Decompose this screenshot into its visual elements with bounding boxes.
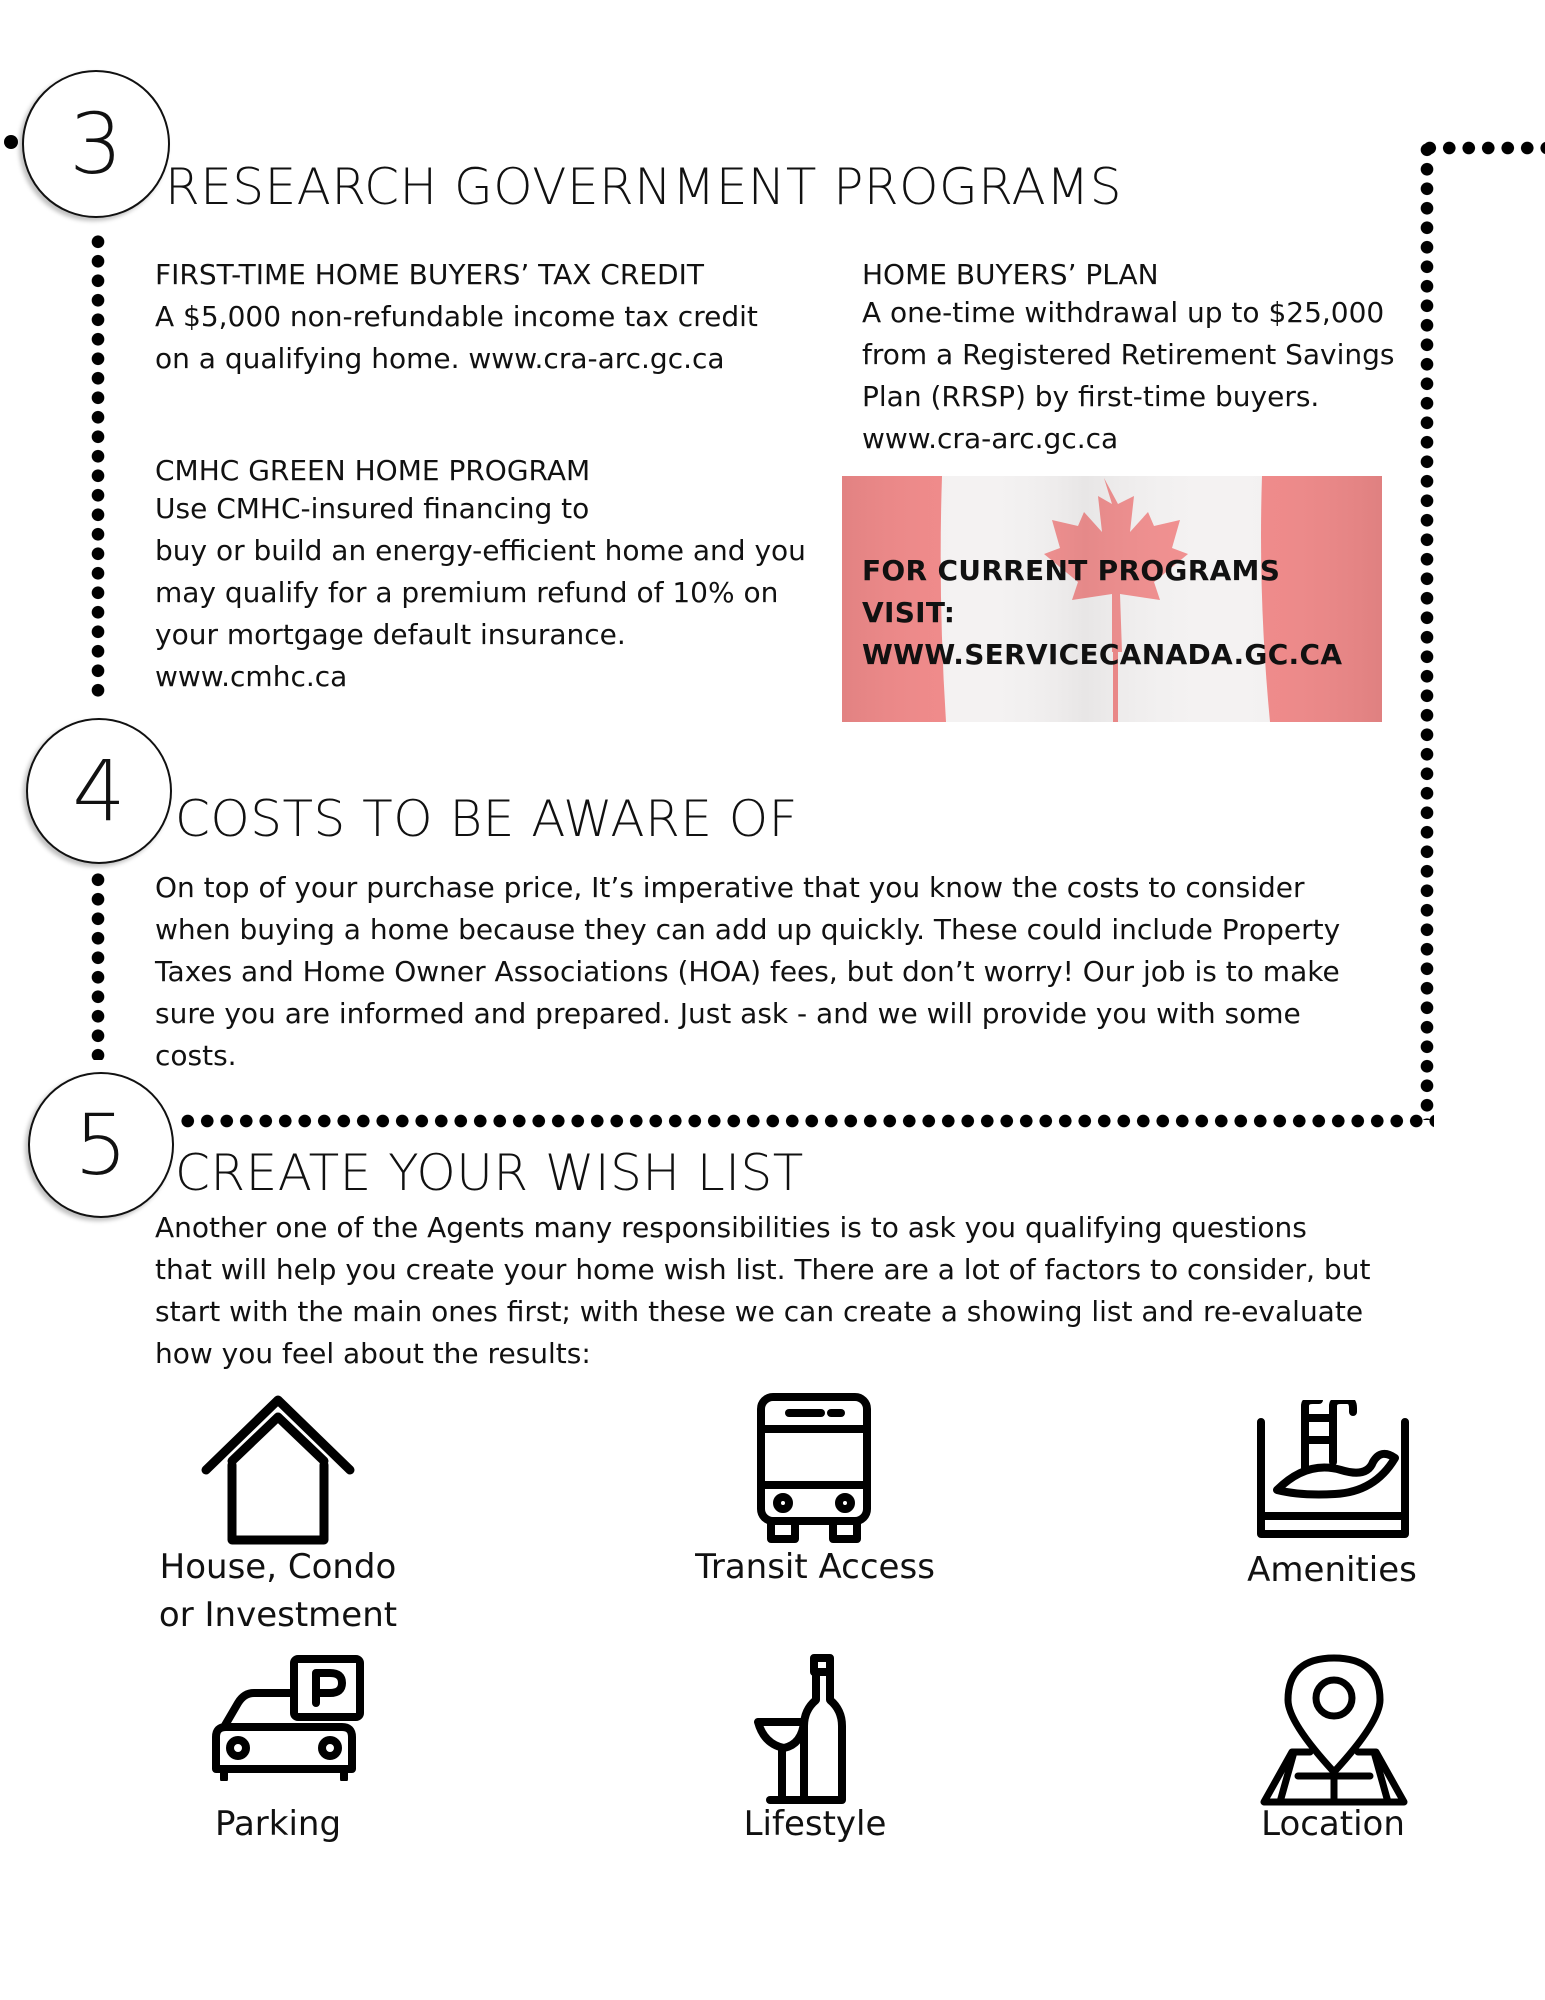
costs-line: when buying a home because they can add up quickly. These could include Property — [155, 913, 1341, 946]
home-buyers-plan-line: from a Registered Retirement Savings — [862, 337, 1395, 371]
cmhc-line: may qualify for a premium refund of 10% on — [155, 575, 779, 609]
step-number-3: 3 — [22, 70, 170, 218]
connector-start-dot — [4, 135, 18, 149]
dotted-connector-4-5 — [91, 870, 105, 1060]
cmhc-line: Use CMHC-insured financing to — [155, 491, 590, 525]
costs-paragraph — [155, 867, 1415, 1077]
house-icon — [200, 1395, 356, 1549]
icon-label-bus: Transit Access — [695, 1547, 935, 1587]
dotted-connector-right — [1420, 140, 1434, 1120]
cmhc-line: your mortgage default insurance. — [155, 617, 626, 651]
costs-line: costs. — [155, 1039, 237, 1072]
icon-label-parking: Parking — [214, 1804, 342, 1844]
home-buyers-plan-heading: HOME BUYERS’ PLAN — [862, 258, 1159, 291]
wishlist-paragraph — [155, 1207, 1425, 1375]
wishlist-line: start with the main ones first; with these we can create a showing list and re-evaluate — [155, 1295, 1364, 1328]
icon-label-pool: Amenities — [1247, 1550, 1417, 1590]
section-title-costs: COSTS TO BE AWARE OF — [175, 790, 798, 848]
wishlist-line: that will help you create your home wish list. There are a lot of factors to consider, but — [155, 1253, 1371, 1286]
flag-callout-text — [862, 550, 1382, 676]
tax-credit-heading: FIRST-TIME HOME BUYERS’ TAX CREDIT — [155, 258, 704, 291]
costs-line: sure you are informed and prepared. Just ask - and we will provide you with some — [155, 997, 1301, 1030]
cmhc-line: buy or build an energy-efficient home and you — [155, 533, 806, 567]
tax-credit-block — [155, 258, 805, 380]
home-buyers-plan-line: Plan (RRSP) by first-time buyers. — [862, 379, 1320, 413]
dotted-connector-top-right — [1420, 141, 1545, 155]
wishlist-line: how you feel about the results: — [155, 1337, 591, 1370]
tax-credit-line: on a qualifying home. www.cra-arc.gc.ca — [155, 341, 725, 375]
home-buyers-plan-line: A one-time withdrawal up to $25,000 — [862, 295, 1385, 329]
costs-line: On top of your purchase price, It’s imperative that you know the costs to consider — [155, 871, 1305, 904]
icon-label-house: House, Condo or Investment — [158, 1547, 398, 1635]
canada-flag-callout — [842, 476, 1382, 722]
cmhc-heading: CMHC GREEN HOME PROGRAM — [155, 454, 591, 487]
pool-icon — [1255, 1400, 1411, 1544]
section-title-wishlist: CREATE YOUR WISH LIST — [175, 1144, 804, 1202]
home-buyers-plan-block — [862, 258, 1422, 460]
flag-callout-link[interactable]: WWW.SERVICECANADA.GC.CA — [862, 638, 1343, 671]
location-pin-icon — [1258, 1652, 1410, 1810]
section-title-research: RESEARCH GOVERNMENT PROGRAMS — [165, 158, 1123, 216]
bus-icon — [755, 1393, 873, 1551]
wine-icon — [752, 1652, 856, 1810]
icon-label-wine: Lifestyle — [743, 1804, 887, 1844]
tax-credit-line: A $5,000 non-refundable income tax credit — [155, 299, 758, 333]
dotted-connector-3-4 — [91, 232, 105, 702]
cmhc-line: www.cmhc.ca — [155, 659, 348, 693]
flag-callout-line1: FOR CURRENT PROGRAMS VISIT: — [862, 554, 1281, 629]
costs-line: Taxes and Home Owner Associations (HOA) fees, but don’t worry! Our job is to make — [155, 955, 1340, 988]
icon-label-location: Location — [1261, 1804, 1405, 1844]
dotted-connector-bottom — [178, 1114, 1434, 1128]
home-buyers-plan-line: www.cra-arc.gc.ca — [862, 421, 1119, 455]
step-number-4: 4 — [26, 718, 172, 864]
cmhc-block — [155, 454, 835, 698]
wishlist-line: Another one of the Agents many responsibilities is to ask you qualifying questions — [155, 1211, 1307, 1244]
parking-icon — [210, 1655, 366, 1785]
step-number-5: 5 — [28, 1072, 174, 1218]
